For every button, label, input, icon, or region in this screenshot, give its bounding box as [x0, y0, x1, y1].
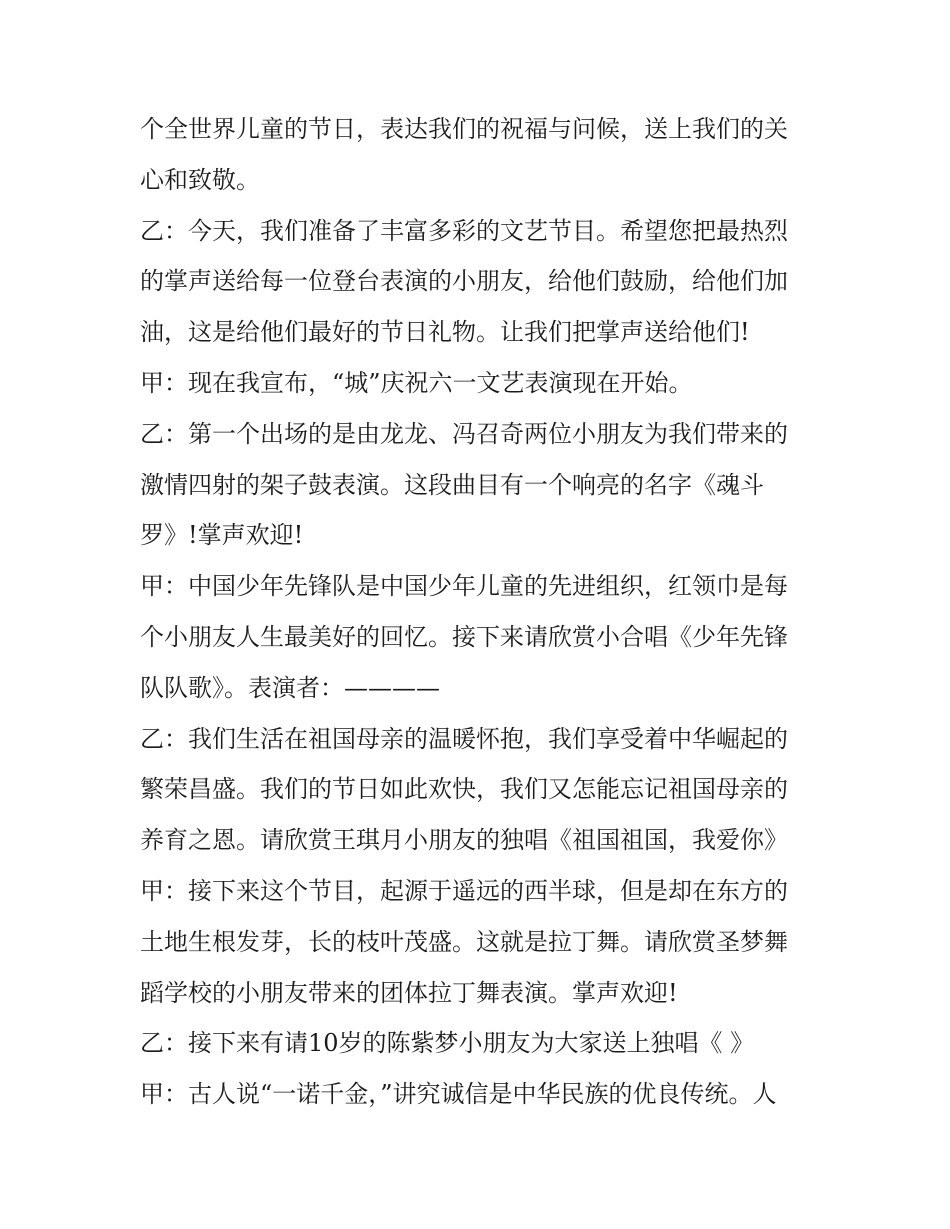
text-line: 的掌声送给每一位登台表演的小朋友，给他们鼓励，给他们加 — [140, 267, 788, 296]
text-line: 油，这是给他们最好的节日礼物。让我们把掌声送给他们! — [140, 318, 750, 347]
text-line: 乙：第一个出场的是由龙龙、冯召奇两位小朋友为我们带来的 — [140, 419, 788, 448]
text-line: 甲：现在我宣布，“城”庆祝六一文艺表演现在开始。 — [140, 368, 693, 397]
text-line: 乙：今天，我们准备了丰富多彩的文艺节目。希望您把最热烈 — [140, 216, 788, 245]
text-line: 甲：接下来这个节目，起源于遥远的西半球，但是却在东方的 — [140, 876, 788, 905]
text-line: 甲：中国少年先锋队是中国少年儿童的先进组织，红领巾是每 — [140, 572, 788, 601]
document-body — [140, 104, 820, 1120]
text-line: 土地生根发芽，长的枝叶茂盛。这就是拉丁舞。请欣赏圣梦舞 — [140, 927, 788, 956]
text-line: 养育之恩。请欣赏王琪月小朋友的独唱《祖国祖国，我爱你》 — [140, 826, 788, 855]
text-line: 队队歌》。表演者：———— — [140, 673, 440, 702]
text-line: 乙：我们生活在祖国母亲的温暖怀抱，我们享受着中华崛起的 — [140, 724, 788, 753]
text-line: 个全世界儿童的节日，表达我们的祝福与问候，送上我们的关 — [140, 115, 788, 143]
text-line: 繁荣昌盛。我们的节日如此欢快，我们又怎能忘记祖国母亲的 — [140, 775, 788, 804]
text-line: 个小朋友人生最美好的回忆。接下来请欣赏小合唱《少年先锋 — [140, 622, 788, 651]
text-line: 罗》!掌声欢迎! — [140, 521, 304, 550]
text-line: 甲：古人说“一诺千金，”讲究诚信是中华民族的优良传统。人 — [140, 1080, 777, 1109]
text-line: 乙：接下来有请10岁的陈紫梦小朋友为大家送上独唱《 》 — [140, 1029, 755, 1058]
text-line: 激情四射的架子鼓表演。这段曲目有一个响亮的名字《魂斗 — [140, 470, 764, 499]
text-line: 心和致敬。 — [140, 165, 260, 194]
text-line: 蹈学校的小朋友带来的团体拉丁舞表演。掌声欢迎! — [140, 978, 678, 1007]
